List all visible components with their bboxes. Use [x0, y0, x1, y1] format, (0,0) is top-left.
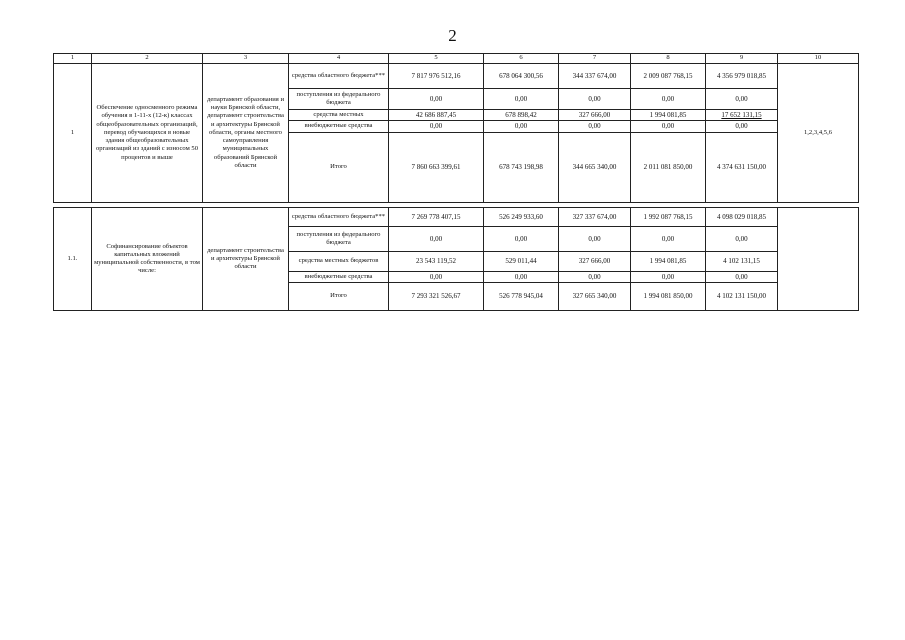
- amount-cell: 344 337 674,00: [559, 64, 631, 89]
- amount-cell: 4 374 631 150,00: [706, 133, 778, 203]
- amount-cell: 2 009 087 768,15: [631, 64, 706, 89]
- amount-cell: 7 269 778 407,15: [389, 208, 484, 227]
- amount-cell: 344 665 340,00: [559, 133, 631, 203]
- amount-cell: 0,00: [706, 89, 778, 110]
- amount-cell: 0,00: [631, 121, 706, 133]
- column-header: 4: [289, 54, 389, 64]
- amount-cell: 7 817 976 512,16: [389, 64, 484, 89]
- amount-cell: 327 666,00: [559, 252, 631, 272]
- amount-cell: 0,00: [389, 227, 484, 252]
- column-header: 1: [54, 54, 92, 64]
- table-row: [54, 64, 859, 89]
- amount-cell: 0,00: [389, 89, 484, 110]
- amount-cell: 17 652 131,15: [706, 110, 778, 121]
- funding-source: поступления из федерального бюджета: [289, 89, 389, 110]
- amount-cell: 7 860 663 399,61: [389, 133, 484, 203]
- funding-source: поступления из федерального бюджета: [289, 227, 389, 252]
- amount-cell: 1 994 081,85: [631, 252, 706, 272]
- amount-cell: 42 686 887,45: [389, 110, 484, 121]
- amount-cell: 0,00: [706, 121, 778, 133]
- column-header: 6: [484, 54, 559, 64]
- table-row: [54, 208, 859, 227]
- column-header: 2: [92, 54, 203, 64]
- funding-source-total: Итого: [289, 283, 389, 311]
- amount-cell: 4 098 029 018,85: [706, 208, 778, 227]
- column-header: 9: [706, 54, 778, 64]
- amount-cell: 0,00: [706, 272, 778, 283]
- amount-cell: 327 665 340,00: [559, 283, 631, 311]
- amount-cell: 0,00: [389, 121, 484, 133]
- row-number: 1.1.: [54, 208, 92, 311]
- amount-cell: 0,00: [706, 227, 778, 252]
- column-header: 8: [631, 54, 706, 64]
- amount-cell: 23 543 119,52: [389, 252, 484, 272]
- amount-cell: 678 064 300,56: [484, 64, 559, 89]
- measure-name: Софинансирование объектов капитальных вложений муниципальной собственности, в том числе:: [92, 208, 203, 311]
- funding-source: средства областного бюджета***: [289, 64, 389, 89]
- amount-cell: 0,00: [631, 272, 706, 283]
- amount-cell: 1 994 081,85: [631, 110, 706, 121]
- amount-cell: 4 356 979 018,85: [706, 64, 778, 89]
- amount-cell: 526 249 933,60: [484, 208, 559, 227]
- amount-cell: 0,00: [484, 227, 559, 252]
- amount-cell: 327 337 674,00: [559, 208, 631, 227]
- amount-cell: 678 898,42: [484, 110, 559, 121]
- page-number: 2: [448, 26, 457, 45]
- indicator-numbers: [778, 208, 859, 311]
- amount-cell: 0,00: [559, 272, 631, 283]
- amount-cell: 0,00: [559, 121, 631, 133]
- funding-source: средства местных: [289, 110, 389, 121]
- amount-cell: 7 293 321 526,67: [389, 283, 484, 311]
- column-header-row: [54, 54, 859, 64]
- financing-table: [53, 53, 859, 311]
- measure-name: Обеспечение односменного режима обучения в 1-11-х (12-к) классах общеобразовательных организаций, перевод обучающихся в новые здания общеобразовательных организаций из зданий с износом 50 процентов и выше: [92, 64, 203, 203]
- amount-cell: 2 011 081 850,00: [631, 133, 706, 203]
- amount-cell: 678 743 198,98: [484, 133, 559, 203]
- amount-cell: 1 992 087 768,15: [631, 208, 706, 227]
- amount-cell: 0,00: [389, 272, 484, 283]
- indicator-numbers: 1,2,3,4,5,6: [778, 64, 859, 203]
- funding-source: внебюджетные средства: [289, 272, 389, 283]
- column-header: 3: [203, 54, 289, 64]
- amount-cell: 0,00: [559, 89, 631, 110]
- amount-cell: 1 994 081 850,00: [631, 283, 706, 311]
- amount-cell: 529 011,44: [484, 252, 559, 272]
- amount-cell: 4 102 131 150,00: [706, 283, 778, 311]
- amount-cell: 0,00: [484, 121, 559, 133]
- column-header: 10: [778, 54, 859, 64]
- funding-source: средства областного бюджета***: [289, 208, 389, 227]
- amount-cell: 0,00: [484, 89, 559, 110]
- executor-name: департамент образования и науки Брянской области, департамент строительства и архитектуры Брянской области, органы местного самоуправления муниципальных образований Брянской области: [203, 64, 289, 203]
- amount-cell: 0,00: [484, 272, 559, 283]
- funding-source: средства местных бюджетов: [289, 252, 389, 272]
- column-header: 7: [559, 54, 631, 64]
- amount-cell: 0,00: [631, 227, 706, 252]
- funding-source: внебюджетные средства: [289, 121, 389, 133]
- amount-cell: 526 778 945,04: [484, 283, 559, 311]
- amount-cell: 327 666,00: [559, 110, 631, 121]
- amount-cell: 0,00: [631, 89, 706, 110]
- amount-cell: 4 102 131,15: [706, 252, 778, 272]
- column-header: 5: [389, 54, 484, 64]
- executor-name: департамент строительства и архитектуры Брянской области: [203, 208, 289, 311]
- row-number: 1: [54, 64, 92, 203]
- funding-source-total: Итого: [289, 133, 389, 203]
- amount-cell: 0,00: [559, 227, 631, 252]
